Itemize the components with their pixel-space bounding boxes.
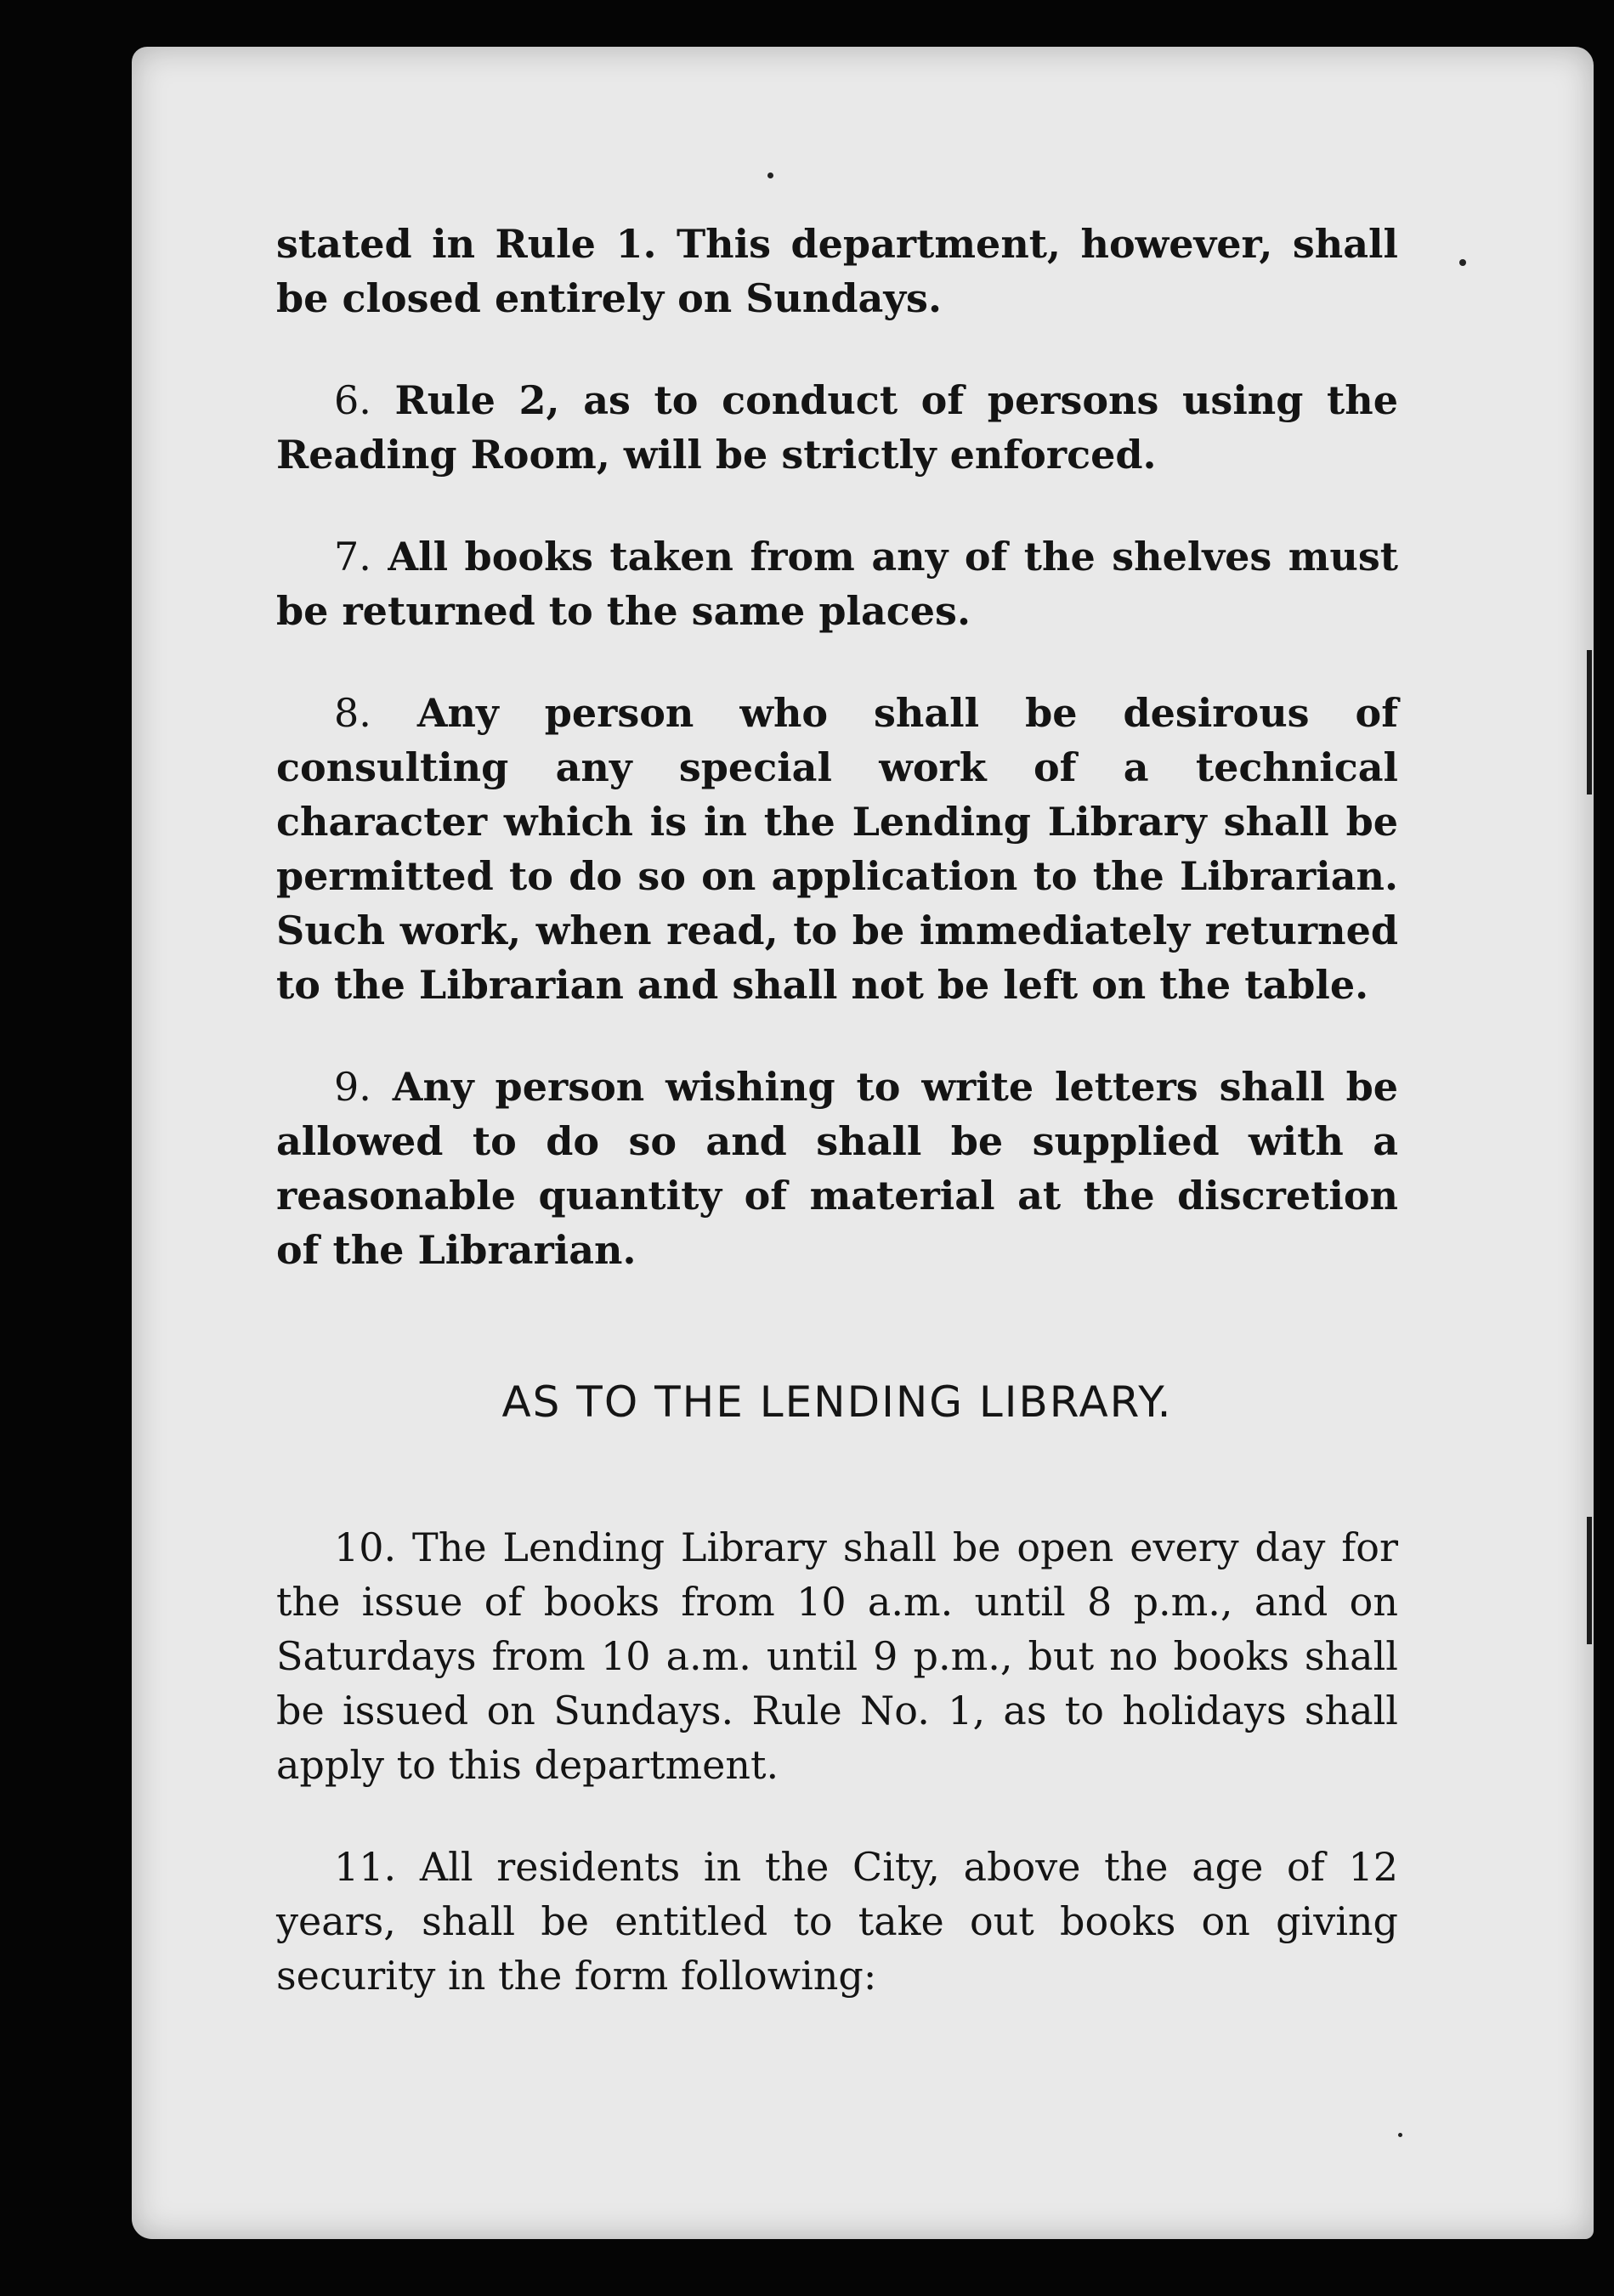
scan-edge-mark <box>1587 650 1592 795</box>
document-body <box>276 217 1398 2003</box>
paragraph-rule-9 <box>276 1060 1398 1277</box>
paragraph-text: All books taken from any of the shelves must be returned to the same places. <box>276 534 1399 634</box>
paragraph-text: stated in Rule 1. This department, however, shall be closed entirely on Sundays. <box>276 221 1398 321</box>
rule-number: 11. <box>334 1844 397 1890</box>
paragraph-text: Any person who shall be desirous of consulting any special work of a technical character which is in the Lending Library shall be permitted to do so on application to the Librarian. Such work, when read, to be immediately returned to the Librarian and shall not be left on the table. <box>276 690 1398 1008</box>
rule-number: 10. <box>334 1524 397 1570</box>
scan-speck <box>1459 259 1466 266</box>
scan-edge-mark <box>1587 1517 1592 1644</box>
paragraph-rule-6 <box>276 373 1398 482</box>
paragraph-rule-8 <box>276 686 1398 1012</box>
paragraph-text: Rule 2, as to conduct of persons using the Reading Room, will be strictly enforced. <box>276 377 1398 478</box>
paragraph-rule-11 <box>276 1840 1398 2003</box>
scan-speck <box>767 172 773 178</box>
rule-number: 6. <box>334 377 371 423</box>
paragraph-text: All residents in the City, above the age of 12 years, shall be entitled to take out books on giving security in the form following: <box>276 1844 1398 1999</box>
paragraph-continued <box>276 217 1398 325</box>
section-heading: AS TO THE LENDING LIBRARY. <box>501 1377 1173 1427</box>
paragraph-text: Any person wishing to write letters shall be allowed to do so and shall be supplied with a reasonable quantity of material at the discretion of the Librarian. <box>276 1064 1399 1273</box>
document-page <box>132 47 1594 2239</box>
paragraph-rule-7 <box>276 529 1398 638</box>
rule-number: 8. <box>334 690 371 736</box>
paragraph-text: The Lending Library shall be open every day for the issue of books from 10 a.m. until 8 p.m., and on Saturdays from 10 a.m. until 9 p.m., but no books shall be issued on Sundays. Rule No. 1, as to holidays shall apply to this department. <box>276 1524 1398 1788</box>
rule-number: 9. <box>334 1064 371 1110</box>
scan-speck <box>1398 2133 1402 2137</box>
rule-number: 7. <box>334 534 371 580</box>
paragraph-rule-10 <box>276 1520 1398 1792</box>
